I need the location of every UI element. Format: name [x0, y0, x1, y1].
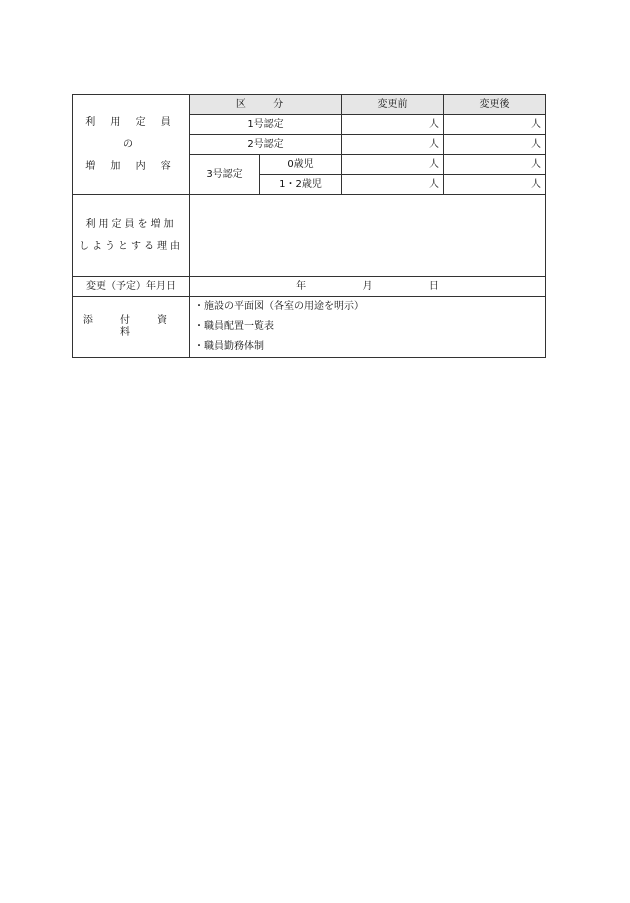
- age12-before-unit: 人: [429, 178, 439, 190]
- age0-after-unit: 人: [531, 158, 541, 170]
- date-year-label: 年: [296, 280, 307, 292]
- header-row: [73, 95, 546, 115]
- change-date-label: 変更（予定）年月日: [73, 277, 190, 297]
- section1-title-line2: 増 加 内 容: [85, 160, 177, 172]
- age12-label: 1・2歳児: [260, 175, 342, 195]
- type1-before-unit: 人: [429, 118, 439, 130]
- age0-before-unit: 人: [429, 158, 439, 170]
- row-change-date: [73, 277, 546, 297]
- change-request-table: [72, 94, 546, 358]
- age0-after-field[interactable]: [444, 155, 546, 175]
- type2-after-field[interactable]: [444, 135, 546, 155]
- date-month-label: 月: [362, 280, 373, 292]
- type2-after-unit: 人: [531, 138, 541, 150]
- reason-label-line1: 利用定員を増加: [85, 218, 177, 230]
- attachments-list: [190, 297, 546, 358]
- change-date-field[interactable]: [190, 277, 546, 297]
- type2-before-unit: 人: [429, 138, 439, 150]
- date-day-label: 日: [428, 280, 439, 292]
- reason-label-cell: [73, 195, 190, 277]
- attachment-item: ・職員勤務体制: [194, 341, 264, 352]
- attachments-label: 添 付 資 料: [73, 297, 190, 358]
- reason-field[interactable]: [190, 195, 546, 277]
- age0-before-field[interactable]: [342, 155, 444, 175]
- age12-before-field[interactable]: [342, 175, 444, 195]
- header-kubun: 区 分: [190, 95, 342, 115]
- section1-label-cell: [73, 95, 190, 195]
- section1-title-line1: 利 用 定 員 の: [85, 116, 177, 150]
- age0-label: 0歳児: [260, 155, 342, 175]
- attachment-item: ・職員配置一覧表: [194, 321, 274, 332]
- type1-after-field[interactable]: [444, 115, 546, 135]
- header-after: 変更後: [444, 95, 546, 115]
- type1-label: 1号認定: [190, 115, 342, 135]
- age12-after-field[interactable]: [444, 175, 546, 195]
- type1-before-field[interactable]: [342, 115, 444, 135]
- header-before: 変更前: [342, 95, 444, 115]
- reason-label-line2: しようとする理由: [79, 240, 183, 252]
- type2-label: 2号認定: [190, 135, 342, 155]
- type2-before-field[interactable]: [342, 135, 444, 155]
- attachment-item: ・施設の平面図（各室の用途を明示）: [194, 301, 364, 312]
- type3-label: 3号認定: [190, 155, 260, 195]
- row-attachments: [73, 297, 546, 358]
- type1-after-unit: 人: [531, 118, 541, 130]
- row-reason: [73, 195, 546, 277]
- age12-after-unit: 人: [531, 178, 541, 190]
